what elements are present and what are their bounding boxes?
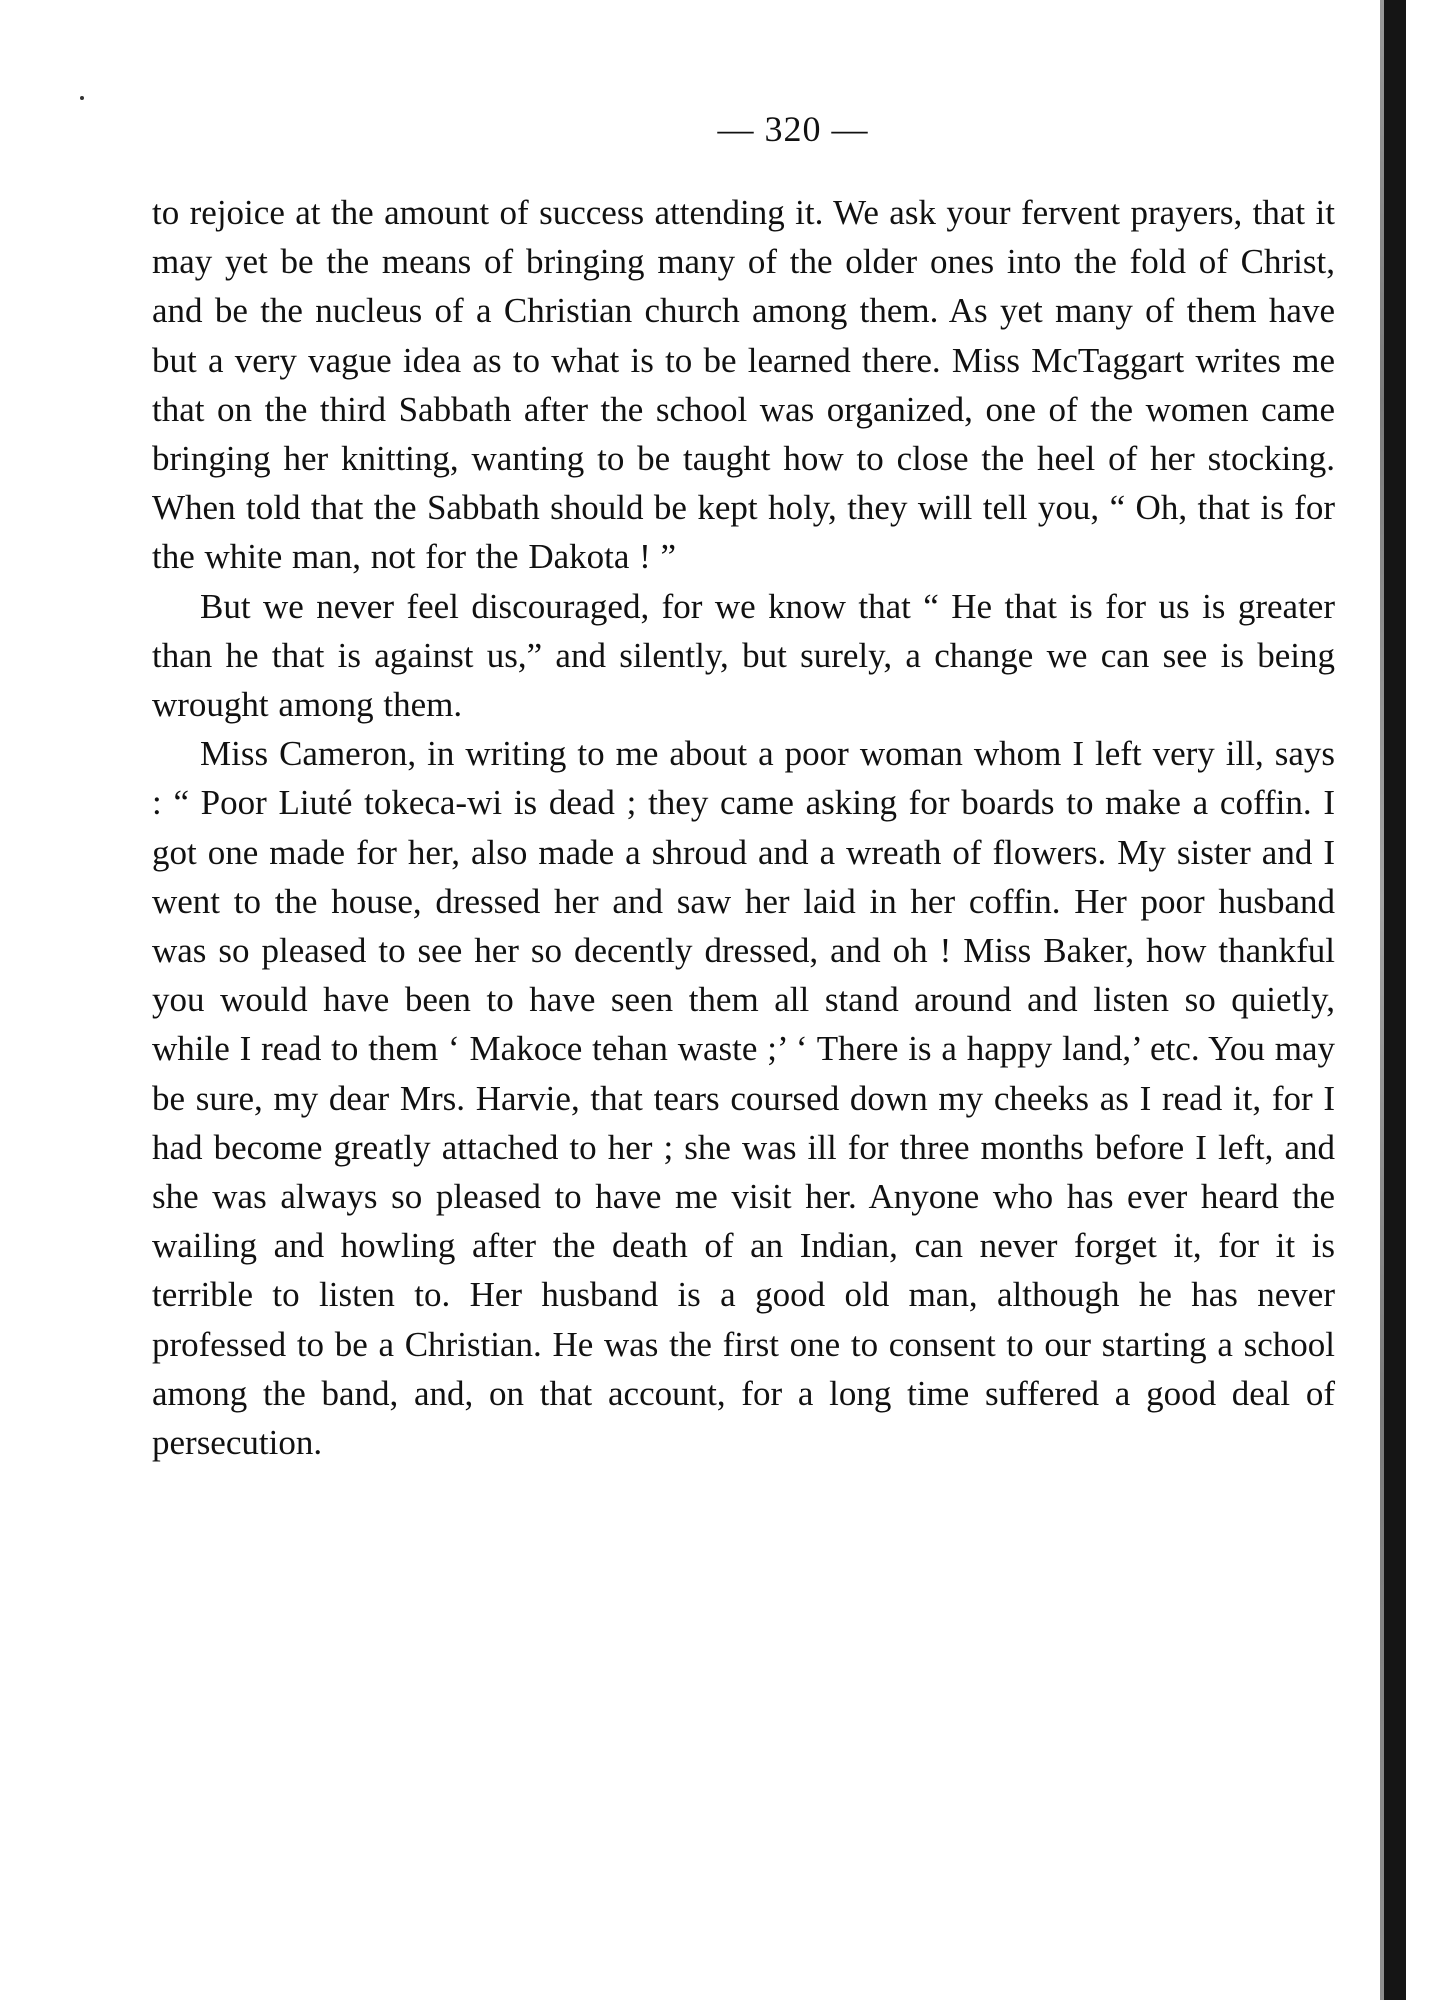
page-number: — 320 —: [717, 109, 869, 149]
binding-edge-rule: [1384, 0, 1406, 2000]
ink-speck: [80, 96, 84, 100]
paragraph-1: to rejoice at the amount of success attending it. We ask your fervent prayers, that it may yet be the means of bringing many of the older ones into the fold of Christ, and be the nucleus of a Christian church among them. As yet many of them have but a very vague idea as to what is to be learned there. Miss McTaggart writes me that on the third Sabbath after the school was organized, one of the women came bringing her knitting, wanting to be taught how to close the heel of her stocking. When told that the Sabbath should be kept holy, they will tell you, “ Oh, that is for the white man, not for the Dakota ! ”: [152, 193, 1335, 577]
body-text: [152, 188, 1335, 1467]
paragraph-2: But we never feel discouraged, for we know that “ He that is for us is greater than he that is against us,” and silently, but surely, a change we can see is being wrought among them.: [152, 586, 1335, 725]
paragraph-3: Miss Cameron, in writing to me about a poor woman whom I left very ill, says : “ Poor Liuté tokeca-wi is dead ; they came asking for boards to make a coffin. I got one made for her, also made a shroud and a wreath of flowers. My sister and I went to the house, dressed her and saw her laid in her coffin. Her poor husband was so pleased to see her so decently dressed, and oh ! Miss Baker, how thankful you would have been to have seen them all stand around and listen so quietly, while I read to them ‘ Makoce tehan waste ;’ ‘ There is a happy land,’ etc. You may be sure, my dear Mrs. Harvie, that tears coursed down my cheeks as I read it, for I had become greatly attached to her ; she was ill for three months before I left, and she was always so pleased to have me visit her. Anyone who has ever heard the wailing and howling after the death of an Indian, can never forget it, for it is terrible to listen to. Her husband is a good old man, although he has never professed to be a Christian. He was the first one to consent to our starting a school among the band, and, on that account, for a long time suffered a good deal of persecution.: [152, 734, 1335, 1463]
